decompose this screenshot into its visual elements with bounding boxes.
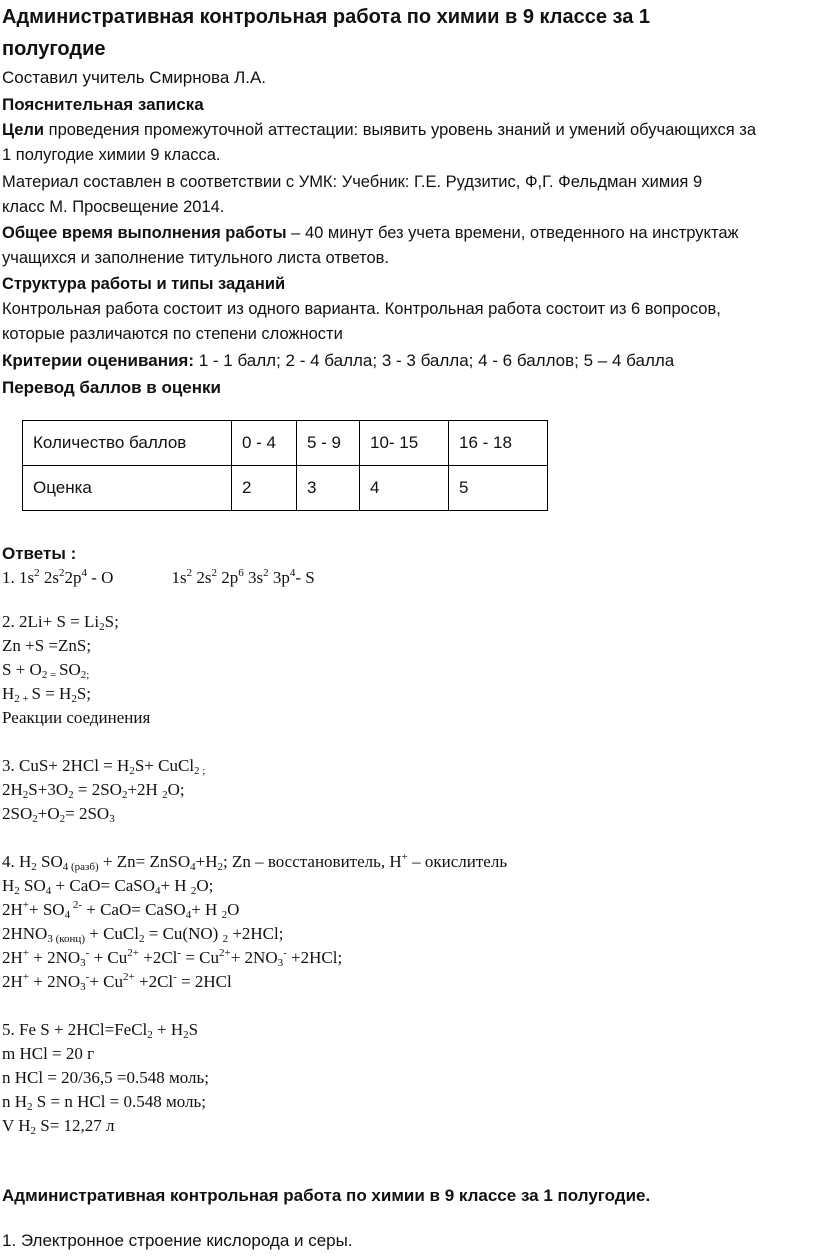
answer-text: +2HCl; xyxy=(228,924,284,943)
answer-text: + H xyxy=(160,876,191,895)
subscript: 3 (конц) xyxy=(47,933,85,945)
grade-table-cell: 10- 15 xyxy=(360,421,449,466)
answer-text: ) xyxy=(212,924,223,943)
time-line-1 xyxy=(2,224,739,243)
answer-text: 2HNO xyxy=(2,924,48,943)
subscript: 2 xyxy=(80,669,87,681)
grade-table-row xyxy=(23,466,548,511)
subscript: 2 xyxy=(14,693,20,705)
answer-text: - O xyxy=(87,568,114,587)
answer-text: +2Cl xyxy=(138,948,178,967)
answer-text: SO xyxy=(59,660,81,679)
answer-2-line-3 xyxy=(2,660,89,680)
superscript: 2 xyxy=(186,567,193,579)
subscript: 2 xyxy=(68,789,74,801)
grade-table xyxy=(22,420,548,511)
grade-table-cell: 5 - 9 xyxy=(297,421,360,466)
subscript: + xyxy=(19,693,32,705)
answer-text: + 2NO xyxy=(29,972,81,991)
answer-text: S xyxy=(188,1020,199,1039)
answer-text: + 2NO xyxy=(230,948,278,967)
answer-text: 2s xyxy=(43,568,59,587)
answer-text: - S xyxy=(295,568,315,587)
subscript: 2 xyxy=(194,765,200,777)
answer-text: 2s xyxy=(196,568,212,587)
superscript: 2 xyxy=(34,567,40,579)
superscript: - xyxy=(283,947,287,959)
superscript: - xyxy=(173,971,177,983)
answer-4-line-5 xyxy=(2,948,342,968)
answer-text: – окислитель xyxy=(407,852,508,871)
answer-text: + H xyxy=(152,1020,184,1039)
answer-4-line-1 xyxy=(2,852,507,872)
answer-text: 5. Fe S + 2HCl=FeCl xyxy=(2,1020,148,1039)
answer-4-line-2 xyxy=(2,876,213,896)
superscript: 2 xyxy=(263,567,269,579)
grades-heading: Перевод баллов в оценки xyxy=(2,378,221,397)
grade-table-cell: 5 xyxy=(449,466,548,511)
superscript: 4 xyxy=(81,567,87,579)
superscript: + xyxy=(401,851,408,863)
subscript: 2 xyxy=(190,885,197,897)
subscript: 4 (разб) xyxy=(62,861,99,873)
structure-text-2: которые различаются по степени сложности xyxy=(2,325,343,343)
subscript: 2 xyxy=(99,621,105,633)
task-title: Административная контрольная работа по химии в 9 классе за 1 полугодие. xyxy=(2,1186,651,1205)
answer-text: 2SO xyxy=(2,804,33,823)
answer-2-line-1 xyxy=(2,612,119,632)
superscript: + xyxy=(22,947,29,959)
answer-text: = 2HCl xyxy=(176,972,232,991)
superscript: 2+ xyxy=(123,971,135,983)
superscript: + xyxy=(22,899,29,911)
superscript: - xyxy=(177,947,182,959)
subscript: ; xyxy=(199,765,206,777)
goal-label: Цели xyxy=(2,121,45,139)
answer-3-line-3 xyxy=(2,804,115,824)
subscript: 3 xyxy=(277,957,284,969)
subscript: 2 xyxy=(147,1029,153,1041)
answer-5-line-5 xyxy=(2,1116,115,1136)
page-title-line-1: Административная контрольная работа по химии в 9 классе за 1 xyxy=(2,6,650,28)
grade-table-cell: Количество баллов xyxy=(23,421,232,466)
answer-text: H xyxy=(2,684,15,703)
answer-text: = Cu xyxy=(181,948,219,967)
goal-line-1 xyxy=(2,121,756,140)
subscript: 4 xyxy=(45,885,52,897)
subscript: 2 xyxy=(59,813,66,825)
subscript: 2 xyxy=(71,693,77,705)
answer-text: + CuCl xyxy=(84,924,139,943)
answer-text: 4. H xyxy=(2,852,32,871)
superscript: 6 xyxy=(238,567,244,579)
answer-text: S+ CuCl xyxy=(134,756,195,775)
answer-text: 2H xyxy=(2,972,23,991)
superscript: - xyxy=(85,971,90,983)
subscript: 2 xyxy=(32,813,38,825)
answer-text: S = n HCl = 0.548 моль; xyxy=(32,1092,206,1111)
grade-table-cell: 0 - 4 xyxy=(232,421,297,466)
subscript: 2 xyxy=(41,669,48,681)
goal-line-2: 1 полугодие химии 9 класса. xyxy=(2,146,221,164)
subscript: ; xyxy=(86,669,90,681)
subscript: 2 xyxy=(129,765,135,777)
material-line-1: Материал составлен в соответствии с УМК: Учебник: Г.Е. Рудзитис, Ф,Г. Фельдман химия 9 xyxy=(2,173,703,191)
answer-5-line-1 xyxy=(2,1020,198,1040)
answer-4-line-6 xyxy=(2,972,232,992)
superscript: 2 xyxy=(211,567,217,579)
subscript: 2 xyxy=(217,861,223,873)
subscript: 2 xyxy=(27,1101,33,1113)
answer-2-line-5: Реакции соединения xyxy=(2,708,151,727)
grade-table-cell: 16 - 18 xyxy=(449,421,548,466)
answer-text: + Cu xyxy=(89,948,128,967)
answer-text: S + O xyxy=(2,660,42,679)
answers-heading: Ответы : xyxy=(2,544,77,563)
subscript: 2 xyxy=(222,933,229,945)
structure-text-1: Контрольная работа состоит из одного варианта. Контрольная работа состоит из 6 вопросов, xyxy=(2,300,721,318)
answer-text: 2H xyxy=(2,780,23,799)
answer-text: ; Zn – восстановитель, H xyxy=(222,852,402,871)
answer-text: +O xyxy=(37,804,60,823)
answer-1-line xyxy=(2,568,315,588)
answer-2-line-4 xyxy=(2,684,91,704)
subscript: 3 xyxy=(80,957,86,969)
answer-text: +2HCl; xyxy=(286,948,343,967)
answer-text: SO xyxy=(36,852,63,871)
page-title-line-2: полугодие xyxy=(2,38,106,60)
subscript: 2 xyxy=(162,789,168,801)
answer-4-line-4 xyxy=(2,924,283,944)
author-line: Составил учитель Смирнова Л.А. xyxy=(2,68,267,87)
answer-4-line-3 xyxy=(2,900,239,920)
subscript: 2 xyxy=(221,909,228,921)
subscript: 2 xyxy=(14,885,20,897)
answer-text: 2H xyxy=(2,948,23,967)
answer-5-line-2: m HCl = 20 г xyxy=(2,1044,95,1063)
time-line-2: учащихся и заполнение титульного листа ответов. xyxy=(2,249,389,267)
subscript: 2 xyxy=(30,1125,36,1137)
answer-text: 3p xyxy=(272,568,290,587)
answer-2-line-2: Zn +S =ZnS; xyxy=(2,636,92,655)
answer-text: S; xyxy=(104,612,119,631)
grade-table-cell: 4 xyxy=(360,466,449,511)
answer-text: 1. 1s xyxy=(2,568,35,587)
superscript: 2- xyxy=(70,899,82,911)
subscript: 3 xyxy=(80,981,86,993)
answer-text: 3. CuS+ 2HCl = H xyxy=(2,756,130,775)
answer-text: S = H xyxy=(31,684,72,703)
subscript: 4 xyxy=(185,909,192,921)
answer-text: n H xyxy=(2,1092,28,1111)
answer-text: O; xyxy=(167,780,185,799)
time-text: – 40 минут без учета времени, отведенного на инструктаж xyxy=(286,224,739,242)
answer-text: 2. 2Li+ S = Li xyxy=(2,612,100,631)
answer-text: 1s xyxy=(171,568,187,587)
task-question-1: 1. Электронное строение кислорода и серы. xyxy=(2,1231,353,1250)
subscript: 4 xyxy=(190,861,196,873)
answer-text: S; xyxy=(76,684,92,703)
criteria-label: Критерии оценивания: xyxy=(2,351,194,370)
superscript: 2+ xyxy=(127,947,139,959)
answer-text: + SO xyxy=(29,900,65,919)
answer-text: SO xyxy=(19,876,46,895)
answer-text: 2p xyxy=(64,568,82,587)
subscript: = xyxy=(47,669,60,681)
answer-text: +2H xyxy=(127,780,163,799)
subscript: 3 xyxy=(109,813,115,825)
answer-3-line-2 xyxy=(2,780,185,800)
answer-text: + H xyxy=(191,900,222,919)
answer-text: = 2SO xyxy=(73,780,122,799)
superscript: 2+ xyxy=(219,947,231,959)
grade-table-cell: 3 xyxy=(297,466,360,511)
answer-text: 2H xyxy=(2,900,23,919)
answer-text: + 2NO xyxy=(29,948,81,967)
answer-text: + Cu xyxy=(89,972,124,991)
answer-text: = 2SO xyxy=(65,804,110,823)
structure-heading: Структура работы и типы заданий xyxy=(2,275,286,293)
material-line-2: класс М. Просвещение 2014. xyxy=(2,198,225,216)
goal-text: проведения промежуточной аттестации: выявить уровень знаний и умений обучающихся за xyxy=(44,121,756,139)
answer-5-line-4 xyxy=(2,1092,206,1112)
answer-text: V H xyxy=(2,1116,31,1135)
subscript: 4 xyxy=(154,885,161,897)
grade-table-cell: Оценка xyxy=(23,466,232,511)
answer-text: O; xyxy=(196,876,214,895)
answer-text: 3s xyxy=(247,568,264,587)
superscript: + xyxy=(22,971,29,983)
answer-5-line-3: n HCl = 20/36,5 =0.548 моль; xyxy=(2,1068,209,1087)
grade-table-header-row xyxy=(23,421,548,466)
superscript: - xyxy=(85,947,90,959)
subscript: 2 xyxy=(31,861,37,873)
answer-text: O xyxy=(227,900,240,919)
answer-text: +H xyxy=(195,852,218,871)
subscript: 2 xyxy=(183,1029,189,1041)
time-label: Общее время выполнения работы xyxy=(2,224,287,242)
criteria-line xyxy=(2,351,674,371)
answer-text: + CaO= CaSO xyxy=(51,876,155,895)
answer-text: S+3O xyxy=(28,780,69,799)
note-heading: Пояснительная записка xyxy=(2,95,204,114)
answer-text: S= 12,27 л xyxy=(36,1116,115,1135)
subscript: 2 xyxy=(138,933,145,945)
answer-text: 2p xyxy=(221,568,239,587)
answer-text: = Cu(NO xyxy=(144,924,213,943)
grade-table-cell: 2 xyxy=(232,466,297,511)
answer-text: H xyxy=(2,876,15,895)
answer-text: + CaO= CaSO xyxy=(82,900,186,919)
criteria-text: 1 - 1 балл; 2 - 4 балла; 3 - 3 балла; 4 - 6 баллов; 5 – 4 балла xyxy=(194,351,675,370)
answer-text: + Zn= ZnSO xyxy=(98,852,191,871)
superscript: 2 xyxy=(59,567,65,579)
superscript: 4 xyxy=(289,567,296,579)
subscript: 2 xyxy=(22,789,29,801)
answer-text: +2Cl xyxy=(134,972,174,991)
answer-3-line-1 xyxy=(2,756,205,776)
subscript: 4 xyxy=(64,909,71,921)
subscript: 2 xyxy=(121,789,128,801)
